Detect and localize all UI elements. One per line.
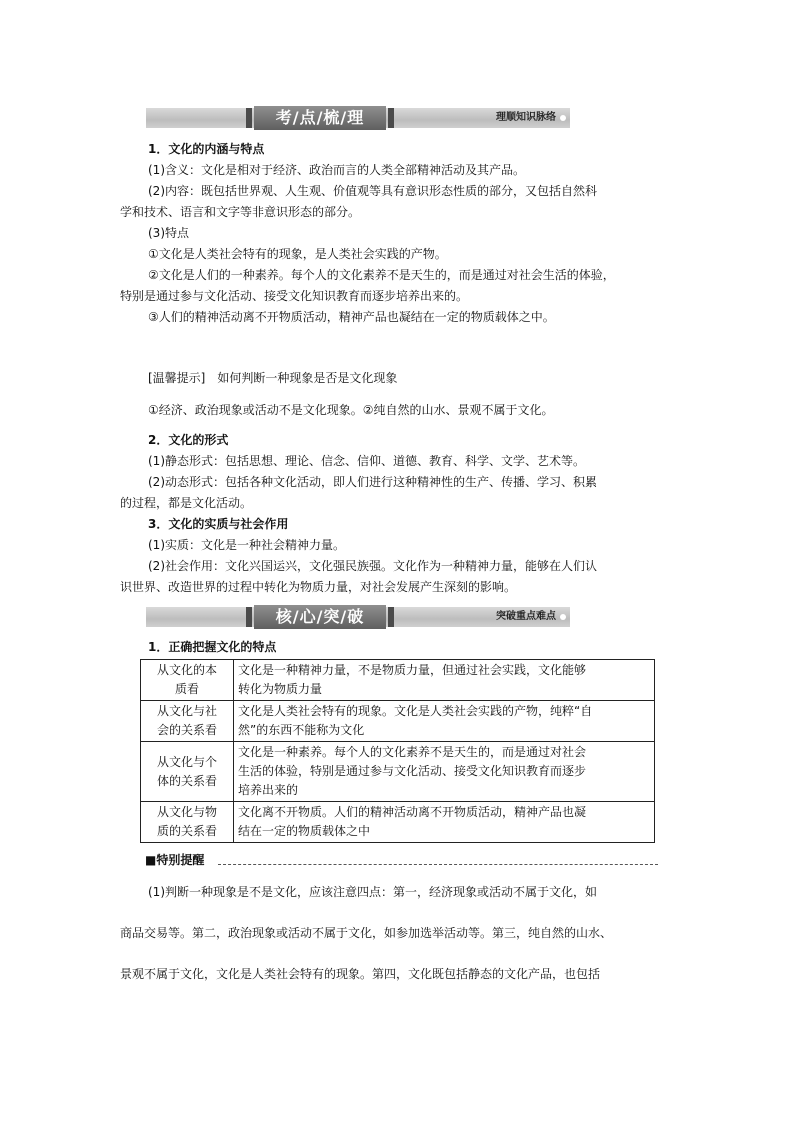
paragraph-line: ③人们的精神活动离不开物质活动，精神产品也凝结在一定的物质载体之中。 xyxy=(148,310,555,324)
table-row xyxy=(141,742,655,802)
row-content: 文化是一种素养。每个人的文化素养不是天生的，而是通过对社会 生活的体验，特别是通过参与文化活动、接受文化知识教育而逐步 培养出来的 xyxy=(234,742,655,802)
paragraph-line: (2)内容：既包括世界观、人生观、价值观等具有意识形态性质的部分，又包括自然科 xyxy=(148,184,598,198)
paragraph-line: (3)特点 xyxy=(148,226,189,240)
heading-3: 3．文化的实质与社会作用 xyxy=(148,517,289,531)
banner-title: 考/点/梳/理 xyxy=(254,106,386,130)
heading-core: 1．正确把握文化的特点 xyxy=(148,640,277,654)
row-content: 文化是一种精神力量，不是物质力量，但通过社会实践，文化能够 转化为物质力量 xyxy=(234,660,655,701)
culture-characteristics-table xyxy=(140,659,655,843)
paragraph-line: 的过程，都是文化活动。 xyxy=(120,496,253,510)
paragraph-line: (1)判断一种现象是不是文化，应该注意四点：第一，经济现象或活动不属于文化，如 xyxy=(148,885,598,899)
paragraph-line: ②文化是人们的一种素养。每个人的文化素养不是天生的，而是通过对社会生活的体验， xyxy=(148,268,615,282)
tip-body: ①经济、政治现象或活动不是文化现象。②纯自然的山水、景观不属于文化。 xyxy=(148,403,554,417)
row-header: 从文化与个 体的关系看 xyxy=(141,742,234,802)
dashed-divider xyxy=(218,864,658,865)
section-banner-kaodian xyxy=(146,108,570,128)
row-header: 从文化与物 质的关系看 xyxy=(141,802,234,843)
banner-dot-icon xyxy=(560,614,566,620)
row-content: 文化是人类社会特有的现象。文化是人类社会实践的产物，纯粹“自 然”的东西不能称为文化 xyxy=(234,701,655,742)
banner-subtitle: 理顺知识脉络 xyxy=(496,112,556,123)
row-content: 文化离不开物质。人们的精神活动离不开物质活动，精神产品也凝 结在一定的物质载体之中 xyxy=(234,802,655,843)
reminder-title: ■特别提醒 xyxy=(145,853,205,867)
paragraph-line: (1)含义：文化是相对于经济、政治而言的人类全部精神活动及其产品。 xyxy=(148,163,526,177)
banner-subtitle: 突破重点难点 xyxy=(496,611,556,622)
heading-2: 2．文化的形式 xyxy=(148,433,229,447)
banner-title: 核/心/突/破 xyxy=(254,605,386,629)
row-header: 从文化的本 质看 xyxy=(141,660,234,701)
paragraph-line: (2)动态形式：包括各种文化活动，即人们进行这种精神性的生产、传播、学习、积累 xyxy=(148,475,598,489)
paragraph-line: (2)社会作用：文化兴国运兴，文化强民族强。文化作为一种精神力量，能够在人们认 xyxy=(148,559,598,573)
section-banner-hexin xyxy=(146,607,570,627)
banner-dot-icon xyxy=(560,115,566,121)
paragraph-line: 景观不属于文化，文化是人类社会特有的现象。第四，文化既包括静态的文化产品，也包括 xyxy=(120,967,601,981)
table-row xyxy=(141,802,655,843)
row-header: 从文化与社 会的关系看 xyxy=(141,701,234,742)
table-row xyxy=(141,660,655,701)
heading-1: 1．文化的内涵与特点 xyxy=(148,142,265,156)
paragraph-line: 特别是通过参与文化活动、接受文化知识教育而逐步培养出来的。 xyxy=(120,289,469,303)
table-row xyxy=(141,701,655,742)
paragraph-line: ①文化是人类社会特有的现象，是人类社会实践的产物。 xyxy=(148,247,447,261)
paragraph-line: 商品交易等。第二，政治现象或活动不属于文化，如参加选举活动等。第三，纯自然的山水、 xyxy=(120,926,613,940)
tip-title: [温馨提示] 如何判断一种现象是否是文化现象 xyxy=(148,371,398,385)
paragraph-line: 识世界、改造世界的过程中转化为物质力量，对社会发展产生深刻的影响。 xyxy=(120,580,517,594)
paragraph-line: (1)实质：文化是一种社会精神力量。 xyxy=(148,538,345,552)
paragraph-line: 学和技术、语言和文字等非意识形态的部分。 xyxy=(120,205,361,219)
paragraph-line: (1)静态形式：包括思想、理论、信念、信仰、道德、教育、科学、文学、艺术等。 xyxy=(148,454,586,468)
